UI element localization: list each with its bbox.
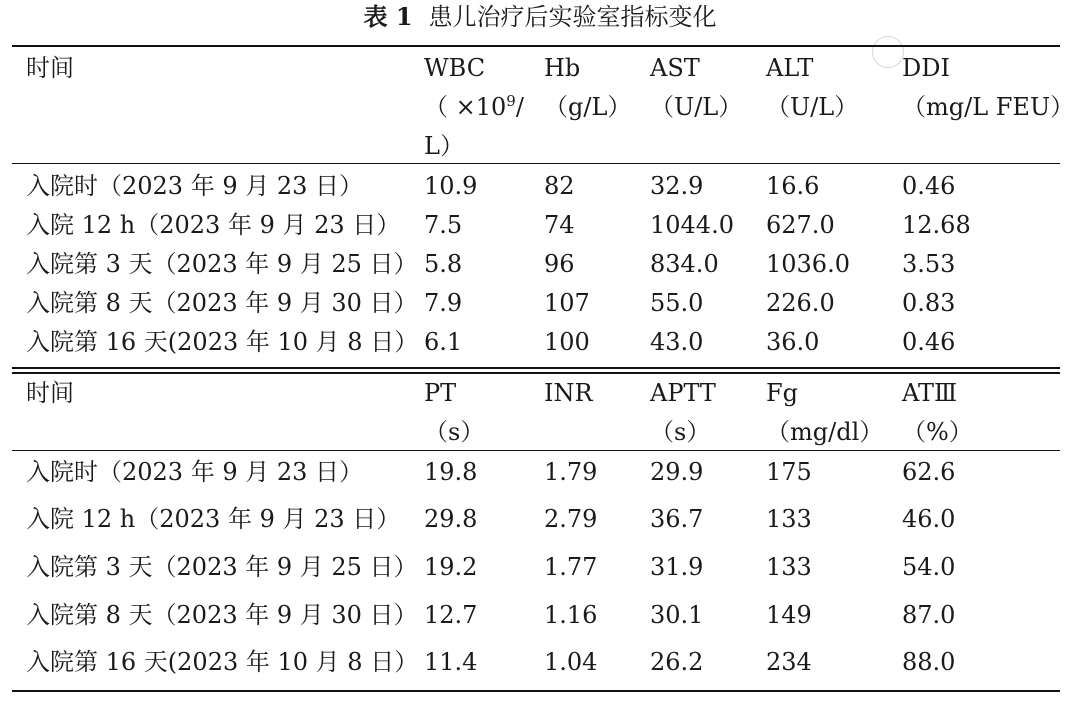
- seal-icon: [872, 36, 904, 68]
- cell-fg: 175: [766, 458, 812, 486]
- cell-time: 入院第 16 天(2023 年 10 月 8 日）: [26, 328, 419, 356]
- cell-inr: 2.79: [544, 505, 598, 533]
- bottom-rule: [12, 690, 1060, 692]
- cell-time: 入院时（2023 年 9 月 23 日）: [26, 458, 364, 486]
- header-inr: INR: [544, 379, 593, 407]
- cell-fg: 234: [766, 648, 812, 676]
- top-rule: [12, 45, 1060, 47]
- cell-ast: 32.9: [650, 172, 704, 200]
- cell-alt: 16.6: [766, 172, 820, 200]
- cell-alt: 1036.0: [766, 250, 850, 278]
- cell-time: 入院第 16 天(2023 年 10 月 8 日）: [26, 648, 419, 676]
- cell-wbc: 7.9: [424, 289, 463, 317]
- header-wbc: WBC （ $\times 10^9/$ L）: [424, 54, 524, 160]
- table-number: 表 1: [363, 2, 413, 31]
- cell-aptt: 30.1: [650, 601, 704, 629]
- cell-hb: 107: [544, 289, 590, 317]
- cell-aptt: 36.7: [650, 505, 704, 533]
- header-aptt: APTT （s）: [650, 379, 716, 446]
- cell-ast: 55.0: [650, 289, 704, 317]
- header-rule-1: [12, 163, 1060, 164]
- cell-pt: 29.8: [424, 505, 478, 533]
- cell-hb: 74: [544, 211, 575, 239]
- header-at3: ATⅢ （%）: [902, 379, 973, 446]
- cell-ast: 1044.0: [650, 211, 734, 239]
- cell-aptt: 29.9: [650, 458, 704, 486]
- cell-at3: 54.0: [902, 553, 956, 581]
- cell-alt: 627.0: [766, 211, 835, 239]
- table-caption: [0, 2, 1080, 32]
- cell-time: 入院第 3 天（2023 年 9 月 25 日）: [26, 250, 418, 278]
- cell-at3: 87.0: [902, 601, 956, 629]
- cell-at3: 88.0: [902, 648, 956, 676]
- header-hb: Hb （g/L）: [544, 54, 632, 121]
- cell-time: 入院第 8 天（2023 年 9 月 30 日）: [26, 601, 418, 629]
- header-alt: ALT （U/L）: [766, 54, 859, 121]
- cell-pt: 11.4: [424, 648, 478, 676]
- cell-ddi: 0.83: [902, 289, 956, 317]
- cell-ast: 834.0: [650, 250, 719, 278]
- cell-ddi: 12.68: [902, 211, 971, 239]
- cell-wbc: 7.5: [424, 211, 463, 239]
- cell-pt: 19.2: [424, 553, 478, 581]
- cell-hb: 100: [544, 328, 590, 356]
- cell-inr: 1.16: [544, 601, 598, 629]
- cell-ddi: 0.46: [902, 328, 956, 356]
- cell-inr: 1.79: [544, 458, 598, 486]
- header-fg: Fg （mg/dl）: [766, 379, 884, 446]
- cell-wbc: 10.9: [424, 172, 478, 200]
- cell-ddi: 0.46: [902, 172, 956, 200]
- cell-inr: 1.04: [544, 648, 598, 676]
- cell-time: 入院 12 h（2023 年 9 月 23 日）: [26, 211, 401, 239]
- cell-aptt: 26.2: [650, 648, 704, 676]
- cell-fg: 133: [766, 505, 812, 533]
- cell-time: 入院时（2023 年 9 月 23 日）: [26, 172, 364, 200]
- cell-fg: 133: [766, 553, 812, 581]
- cell-aptt: 31.9: [650, 553, 704, 581]
- cell-wbc: 6.1: [424, 328, 463, 356]
- header-ast: AST （U/L）: [650, 54, 743, 121]
- cell-time: 入院第 3 天（2023 年 9 月 25 日）: [26, 553, 418, 581]
- cell-pt: 12.7: [424, 601, 478, 629]
- cell-at3: 46.0: [902, 505, 956, 533]
- header-pt: PT （s）: [424, 379, 485, 446]
- cell-pt: 19.8: [424, 458, 478, 486]
- cell-alt: 36.0: [766, 328, 820, 356]
- cell-hb: 82: [544, 172, 575, 200]
- cell-inr: 1.77: [544, 553, 598, 581]
- table-title: 患儿治疗后实验室指标变化: [428, 3, 717, 31]
- cell-ast: 43.0: [650, 328, 704, 356]
- section-double-rule-a: [12, 367, 1060, 369]
- header-time-2: 时间: [26, 379, 74, 407]
- cell-at3: 62.6: [902, 458, 956, 486]
- header-time: 时间: [26, 54, 74, 82]
- cell-time: 入院 12 h（2023 年 9 月 23 日）: [26, 505, 401, 533]
- cell-wbc: 5.8: [424, 250, 463, 278]
- cell-fg: 149: [766, 601, 812, 629]
- cell-hb: 96: [544, 250, 575, 278]
- cell-alt: 226.0: [766, 289, 835, 317]
- cell-ddi: 3.53: [902, 250, 956, 278]
- header-ddi: DDI （mg/L FEU）: [902, 54, 1075, 121]
- cell-time: 入院第 8 天（2023 年 9 月 30 日）: [26, 289, 418, 317]
